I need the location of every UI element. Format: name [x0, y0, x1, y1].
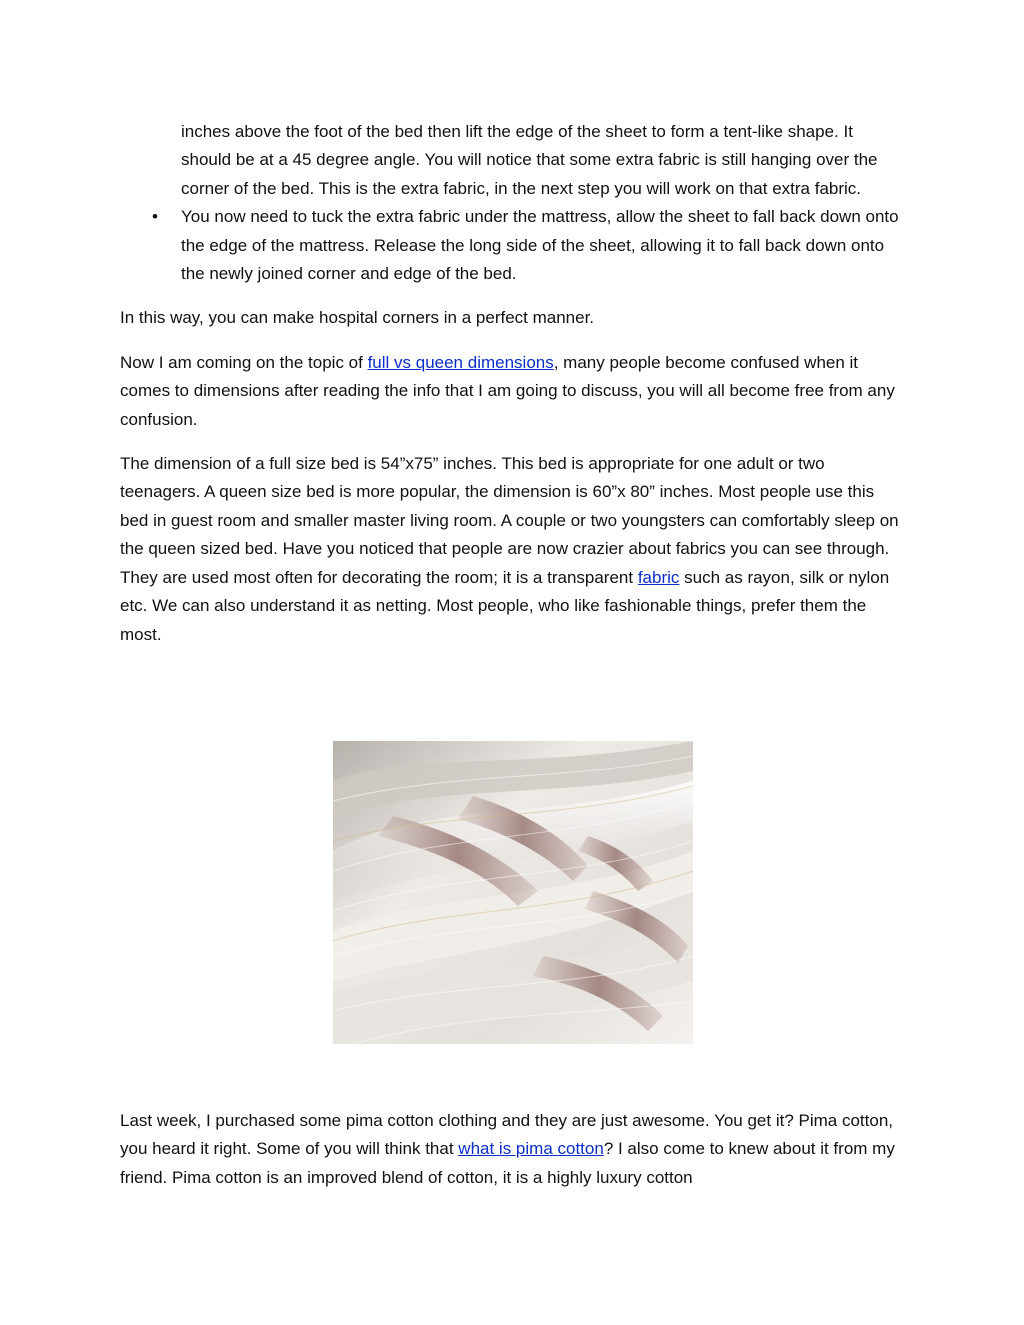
paragraph-pima-cotton [120, 1107, 900, 1192]
bottom-paragraph-block [120, 1107, 900, 1192]
sheer-fabric-illustration [333, 741, 693, 1044]
bullet-list-item [152, 203, 899, 288]
paragraph-text: such as rayon, silk or nylon etc. We can also understand it as netting. Most people, who like fashionable things, prefer them the most. [120, 567, 890, 644]
full-vs-queen-link[interactable]: full vs queen dimensions [367, 352, 554, 372]
fabric-link[interactable]: fabric [637, 567, 680, 587]
paragraph-text: The dimension of a full size bed is 54”x75” inches. This bed is appropriate for one adult or two teenagers. A queen size bed is more popular, the dimension is 60”x 80” inches. Most people use this bed in guest room and smaller master living room. A couple or two youngsters can comfortably sleep on the queen sized bed. Have you noticed that people are now crazier about fabrics you can see through. They are used most often for decorating the room; it is a transparent [120, 454, 899, 587]
paragraph-dimensions [120, 349, 900, 434]
paragraph-text: Now I am coming on the topic of [120, 352, 368, 372]
paragraph-text: Last week, I purchased some pima cotton clothing and they are just awesome. You get it? Pima cotton, you heard it right. Some of you will think that [120, 1111, 894, 1159]
paragraph-bed-sizes [120, 450, 900, 649]
paragraph-text: , many people become confused when it comes to dimensions after reading the info that I am going to discuss, you will all become free from any confusion. [120, 352, 895, 429]
sheer-fabric-image [333, 741, 693, 1044]
bullet-text: You now need to tuck the extra fabric under the mattress, allow the sheet to fall back down onto the edge of the mattress. Release the long side of the sheet, allowing it to fall back down onto the newly joined corner and edge of the bed. [181, 207, 899, 284]
continued-paragraph: inches above the foot of the bed then lift the edge of the sheet to form a tent-like shape. It should be at a 45 degree angle. You will notice that some extra fabric is still hanging over the corner of the bed. This is the extra fabric, in the next step you will work on that extra fabric. [181, 122, 878, 198]
bullet-icon: • [152, 207, 158, 227]
what-is-pima-cotton-link[interactable]: what is pima cotton [458, 1139, 604, 1159]
paragraph-text: ? I also come to knew about it from my friend. Pima cotton is an improved blend of cotton, it is a highly luxury cotton [120, 1139, 895, 1187]
document-body [120, 118, 900, 649]
paragraph-hospital-corners: In this way, you can make hospital corners in a perfect manner. [120, 308, 595, 328]
